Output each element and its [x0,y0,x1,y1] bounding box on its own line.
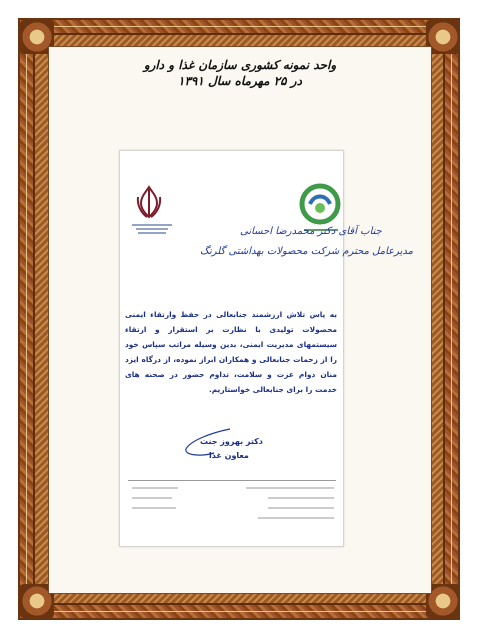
signatory-name: دکتر بهروز جنت [200,437,263,446]
recipient-name: جناب آقای دکتر محمدرضا احسانی [240,226,382,237]
footer-divider [128,480,336,481]
footer-contact-lines [128,484,336,524]
certificate-title: واحد نمونه کشوری سازمان غذا و دارو [143,58,337,72]
letter-body: به پاس تلاش ارزشمند جنابعالی در حفظ وارتقاء ایمنی محصولات تولیدی با نظارت بر استقرار و ارتقاء سیستمهای مدیریت ایمنی، بدین وسیله مراتب سپاس خود را از زحمات جنابعالی و همکاران ابراز نموده، از درگاه ایزد منان دوام عزت و سلامت، تداوم حضور در صحنه های خدمت را برای جنابعالی خواستاریم. [125,310,337,394]
fda-logo-icon [296,180,344,228]
recipient-title: مدیرعامل محترم شرکت محصولات بهداشتی گلرنگ [200,246,413,257]
iran-emblem-icon [133,183,165,223]
emblem-caption-lines [128,222,176,236]
certificate-date: در ۲۵ مهرماه سال ۱۳۹۱ [178,74,302,88]
signatory-title: معاون غذا [209,451,249,460]
